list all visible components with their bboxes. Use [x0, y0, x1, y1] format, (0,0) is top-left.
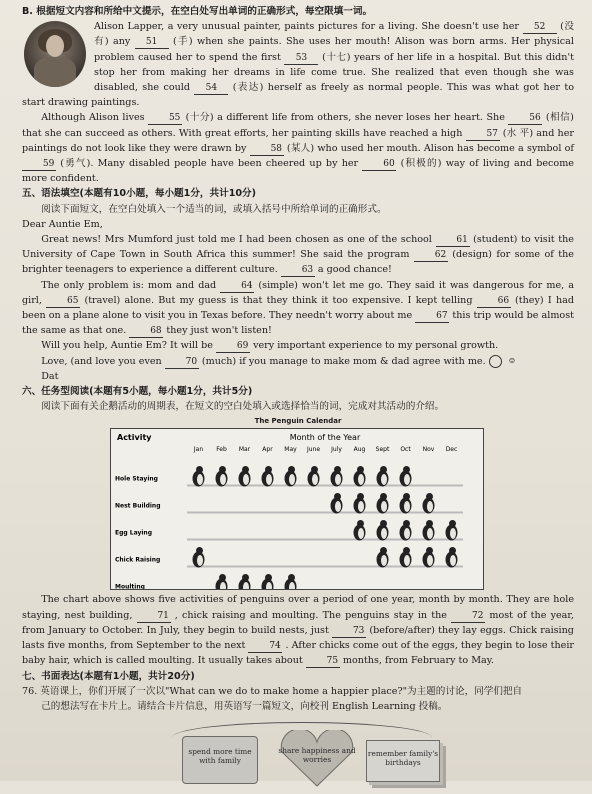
blank-53[interactable]: 53	[284, 53, 318, 65]
month-label-sept: Sept	[375, 446, 390, 454]
penguin-icon	[262, 574, 274, 589]
task-text: The chart above shows five activities of penguins over a period of one year, month by month. They are hole staying, nest building, 71 , chick raising and moulting. The penguins stay in the 72 most of the year, from January to October. In July, they begin to build nests, just 73 (before/after) they lay eggs. Chick raising lasts five months, from September to the next 74 . After chicks come out of the eggs, they begin to lose their baby hair, which is called moulting. It usually takes about 75 months, from February to May.	[22, 594, 574, 667]
passage-b-2: Although Alison lives 55 (十分) a different life from others, she never loses her heart. She 56 (相信) that she can succeed as others. With great efforts, her painting skills have reached a high 57 (水 平) and her paintings do not look like they were drawn by 58 (某人) who used her mouth. Alison has become a symbol of 59 (勇气). Many disabled people have been cheered up by her 60 (积极的) way of living and become more confident.	[22, 112, 574, 185]
section-7-heading: 七、书面表达(本题有1小题，共计20分)	[22, 670, 195, 682]
idea-cards	[22, 716, 574, 794]
month-label-nov: Nov	[422, 446, 435, 454]
q76-line2: 己的想法写在卡片上。请结合卡片信息，用英语写一篇短文，向校刊 English Learning 投稿。	[41, 700, 448, 712]
penguin-icon	[193, 547, 205, 568]
blank-61[interactable]: 61	[436, 235, 470, 247]
letter-p2: The only problem is: mom and dad 64 (simple) won't let me go. They said it was dangerous for me, a girl, 65 (travel) alone. But my guess is that they think it too expensive. I kept telling 66 (they) I had been on a plane alone to visit you in Texas before. They needn't worry about me 67 this trip would be almost the same as that one. 68 they just won't listen!	[22, 279, 574, 337]
penguin-icon	[423, 493, 435, 514]
penguin-icon	[216, 574, 228, 589]
blank-75[interactable]: 75	[306, 656, 340, 668]
penguin-icon	[423, 547, 435, 568]
penguin-icon	[331, 466, 343, 487]
letter-sign: Dat	[41, 370, 59, 382]
month-label-june: June	[306, 446, 321, 454]
blank-57[interactable]: 57	[466, 129, 500, 141]
chart-caption: The Penguin Calendar	[254, 417, 342, 426]
activity-label-2: Egg Laying	[115, 529, 152, 537]
card-family-time: spend more time with family	[182, 736, 258, 784]
penguin-icon	[239, 574, 251, 589]
blank-67[interactable]: 67	[415, 311, 449, 323]
activity-label-1: Nest Building	[115, 502, 161, 510]
blank-73[interactable]: 73	[332, 626, 366, 638]
month-label-apr: Apr	[262, 446, 273, 454]
blank-63[interactable]: 63	[281, 265, 315, 277]
blank-65[interactable]: 65	[46, 296, 80, 308]
blank-60[interactable]: 60	[362, 159, 396, 171]
penguin-icon	[423, 520, 435, 541]
blank-54[interactable]: 54	[194, 83, 228, 95]
letter-p1: Great news! Mrs Mumford just told me I had been chosen as one of the school 61 (student) to visit the University of Cape Town in South Africa this summer! She said the program 62 (design) for some of the brighter teenagers to experience a different culture. 63 a good chance!	[22, 234, 574, 276]
card-heart-share: share happiness and worries	[278, 730, 356, 788]
smiley-icon: ☺	[489, 355, 502, 368]
penguin-icon	[354, 466, 366, 487]
chart-header-months: Month of the Year	[289, 433, 361, 443]
penguin-icon	[377, 520, 389, 541]
penguin-chart-svg	[111, 429, 483, 589]
penguin-icon	[377, 493, 389, 514]
blank-58[interactable]: 58	[250, 144, 284, 156]
month-label-july: July	[331, 446, 342, 454]
penguin-icon	[377, 466, 389, 487]
penguin-icon	[354, 520, 366, 541]
passage-b: Alison Lapper, a very unusual painter, paints pictures for a living. She doesn't use her 52 (没有) any 51 (手) when she paints. She uses her mouth! Alison was born arms. Her physical problem caused her to spend the first 53 (十七) years of her life in a hospital. But this didn't stop her from making her dreams in life come true. She realized that even though she was disabled, she could 54 (表达) herself as freely as normal people. This was what got her to start drawing paintings.	[22, 21, 574, 109]
penguin-icon	[446, 520, 458, 541]
section-6-heading: 六、任务型阅读(本题有5小题，每小题1分，共计5分)	[22, 386, 253, 398]
card-birthdays: remember family's birthdays	[366, 740, 440, 782]
section-5-heading: 五、语法填空(本题有10小题，每小题1分，共计10分)	[22, 188, 257, 200]
section-b-heading: B. 根据短文内容和所给中文提示，在空白处写出单词的正确形式，每空限填一词。	[22, 6, 373, 17]
penguin-icon	[400, 466, 412, 487]
blank-71[interactable]: 71	[137, 611, 171, 623]
section-6-instruction: 阅读下面有关企鹅活动的周期表，在短文的空白处填入或选择恰当的词，完成对其活动的介绍。	[41, 401, 445, 413]
penguin-icon	[239, 466, 251, 487]
penguin-icon	[216, 466, 228, 487]
penguin-icon	[354, 493, 366, 514]
penguin-icon	[446, 547, 458, 568]
blank-59[interactable]: 59	[22, 159, 56, 171]
photo-alison	[24, 21, 86, 87]
month-label-mar: Mar	[238, 446, 251, 454]
penguin-icon	[400, 547, 412, 568]
month-label-aug: Aug	[353, 446, 366, 454]
blank-52[interactable]: 52	[523, 22, 557, 34]
blank-68[interactable]: 68	[129, 326, 163, 338]
section-5-instruction: 阅读下面短文，在空白处填入一个适当的词，或填入括号中所给单词的正确形式。	[41, 203, 387, 215]
chart-header-activity: Activity	[117, 433, 152, 443]
month-label-feb: Feb	[216, 446, 227, 454]
penguin-icon	[285, 574, 297, 589]
blank-64[interactable]: 64	[220, 281, 254, 293]
blank-51[interactable]: 51	[135, 37, 169, 49]
penguin-icon	[285, 466, 297, 487]
activity-label-3: Chick Raising	[115, 556, 161, 564]
month-label-jan: Jan	[193, 446, 204, 454]
penguin-icon	[308, 466, 320, 487]
penguin-icon	[400, 493, 412, 514]
blank-56[interactable]: 56	[508, 113, 542, 125]
month-label-dec: Dec	[445, 446, 458, 454]
month-label-may: May	[284, 446, 297, 454]
penguin-icon	[193, 466, 205, 487]
blank-66[interactable]: 66	[477, 296, 511, 308]
blank-62[interactable]: 62	[414, 250, 448, 262]
blank-72[interactable]: 72	[451, 611, 485, 623]
penguin-icon	[377, 547, 389, 568]
q76-line1: 76. 英语课上，你们开展了一次以"What can we do to make home a happier place?"为主题的讨论，同学们把自	[22, 685, 523, 697]
blank-70[interactable]: 70	[165, 357, 199, 369]
month-label-oct: Oct	[400, 446, 411, 454]
blank-74[interactable]: 74	[248, 641, 282, 653]
letter-p3: Will you help, Auntie Em? It will be 69 very important experience to my personal growth.	[41, 340, 499, 352]
activity-label-0: Hole Staying	[115, 475, 158, 483]
activity-label-4: Moulting	[115, 583, 145, 590]
blank-55[interactable]: 55	[148, 113, 182, 125]
penguin-calendar-chart	[110, 428, 484, 590]
penguin-icon	[400, 520, 412, 541]
penguin-icon	[331, 493, 343, 514]
blank-69[interactable]: 69	[216, 341, 250, 353]
letter-p4: Love, (and love you even 70 (much) if you manage to make mom & dad agree with me. ☺	[41, 355, 516, 367]
letter-greeting: Dear Auntie Em,	[22, 218, 103, 230]
penguin-icon	[262, 466, 274, 487]
